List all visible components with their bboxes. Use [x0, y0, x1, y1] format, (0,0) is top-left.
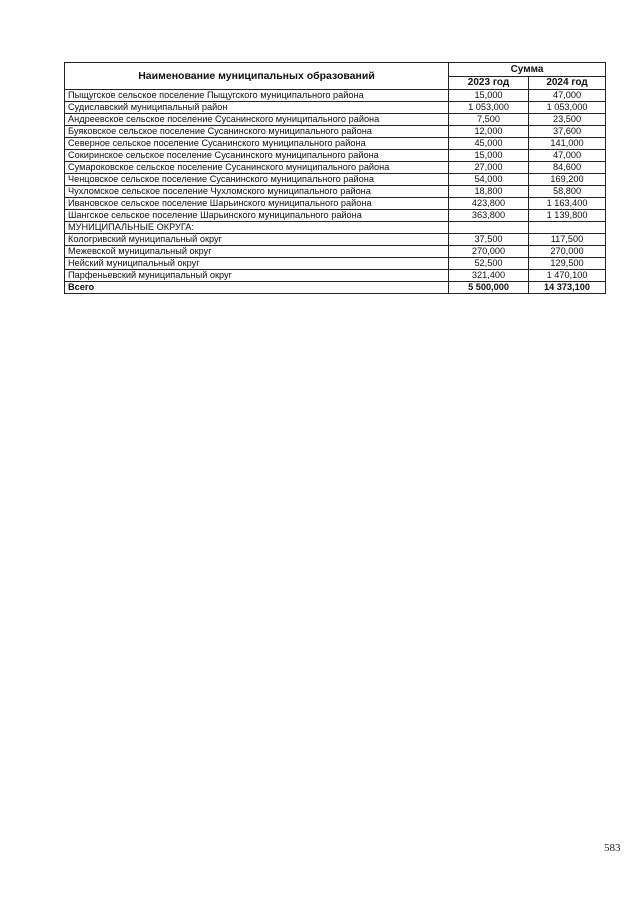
row-name-cell: Шангское сельское поселение Шарьинского муниципального района	[65, 210, 449, 222]
row-name-cell: Нейский муниципальный округ	[65, 258, 449, 270]
row-name-cell: Кологривский муниципальный округ	[65, 234, 449, 246]
row-name-cell: Сокиринское сельское поселение Сусанинского муниципального района	[65, 150, 449, 162]
row-value-2023: 52,500	[449, 258, 529, 270]
row-value-2023	[449, 222, 529, 234]
row-name-cell: Ивановское сельское поселение Шарьинского муниципального района	[65, 198, 449, 210]
row-value-2024	[529, 222, 606, 234]
total-value-2023: 5 500,000	[449, 282, 529, 294]
table-row	[65, 150, 606, 162]
page-number: 583	[604, 842, 621, 854]
row-value-2023: 321,400	[449, 270, 529, 282]
row-name-cell: Межевской муниципальный округ	[65, 246, 449, 258]
row-value-2023: 45,000	[449, 138, 529, 150]
table-row	[65, 102, 606, 114]
header-name-column: Наименование муниципальных образований	[65, 63, 449, 90]
table-row	[65, 162, 606, 174]
row-value-2024: 169,200	[529, 174, 606, 186]
table-row	[65, 210, 606, 222]
row-name-cell: МУНИЦИПАЛЬНЫЕ ОКРУГА:	[65, 222, 449, 234]
row-value-2023: 12,000	[449, 126, 529, 138]
table-row	[65, 186, 606, 198]
row-name-cell: Ченцовское сельское поселение Сусанинского муниципального района	[65, 174, 449, 186]
row-value-2023: 15,000	[449, 90, 529, 102]
row-value-2023: 18,800	[449, 186, 529, 198]
row-value-2024: 141,000	[529, 138, 606, 150]
row-name-cell: Пыщугское сельское поселение Пыщугского муниципального района	[65, 90, 449, 102]
row-value-2024: 270,000	[529, 246, 606, 258]
row-value-2023: 37,500	[449, 234, 529, 246]
row-value-2024: 84,600	[529, 162, 606, 174]
row-value-2024: 1 139,800	[529, 210, 606, 222]
row-value-2023: 1 053,000	[449, 102, 529, 114]
table-row	[65, 198, 606, 210]
header-row-1	[65, 63, 606, 77]
table-row	[65, 174, 606, 186]
appropriations-table-container	[64, 62, 605, 294]
row-value-2023: 54,000	[449, 174, 529, 186]
row-name-cell: Северное сельское поселение Сусанинского муниципального района	[65, 138, 449, 150]
row-value-2024: 23,500	[529, 114, 606, 126]
table-row	[65, 234, 606, 246]
total-value-2024: 14 373,100	[529, 282, 606, 294]
row-value-2023: 363,800	[449, 210, 529, 222]
row-value-2024: 1 163,400	[529, 198, 606, 210]
row-value-2024: 1 053,000	[529, 102, 606, 114]
row-value-2024: 47,000	[529, 90, 606, 102]
table-row	[65, 258, 606, 270]
row-name-cell: Чухломское сельское поселение Чухломского муниципального района	[65, 186, 449, 198]
table-body	[65, 90, 606, 294]
total-name-cell: Всего	[65, 282, 449, 294]
row-name-cell: Сумароковское сельское поселение Сусанинского муниципального района	[65, 162, 449, 174]
header-sum-group: Сумма	[449, 63, 606, 77]
row-value-2024: 37,600	[529, 126, 606, 138]
row-value-2023: 423,800	[449, 198, 529, 210]
row-value-2024: 47,000	[529, 150, 606, 162]
row-value-2023: 15,000	[449, 150, 529, 162]
table-row	[65, 90, 606, 102]
row-name-cell: Буяковское сельское поселение Сусанинского муниципального района	[65, 126, 449, 138]
table-row	[65, 246, 606, 258]
row-value-2023: 7,500	[449, 114, 529, 126]
table-row	[65, 114, 606, 126]
table-row	[65, 126, 606, 138]
table-row	[65, 222, 606, 234]
total-row	[65, 282, 606, 294]
row-value-2024: 58,800	[529, 186, 606, 198]
header-year-2023: 2023 год	[449, 76, 529, 90]
table-row	[65, 138, 606, 150]
row-value-2024: 117,500	[529, 234, 606, 246]
row-name-cell: Андреевское сельское поселение Сусанинского муниципального района	[65, 114, 449, 126]
row-value-2024: 129,500	[529, 258, 606, 270]
appropriations-table	[64, 62, 606, 294]
row-value-2023: 270,000	[449, 246, 529, 258]
row-value-2024: 1 470,100	[529, 270, 606, 282]
row-name-cell: Парфеньевский муниципальный округ	[65, 270, 449, 282]
row-value-2023: 27,000	[449, 162, 529, 174]
table-row	[65, 270, 606, 282]
row-name-cell: Судиславский муниципальный район	[65, 102, 449, 114]
header-year-2024: 2024 год	[529, 76, 606, 90]
